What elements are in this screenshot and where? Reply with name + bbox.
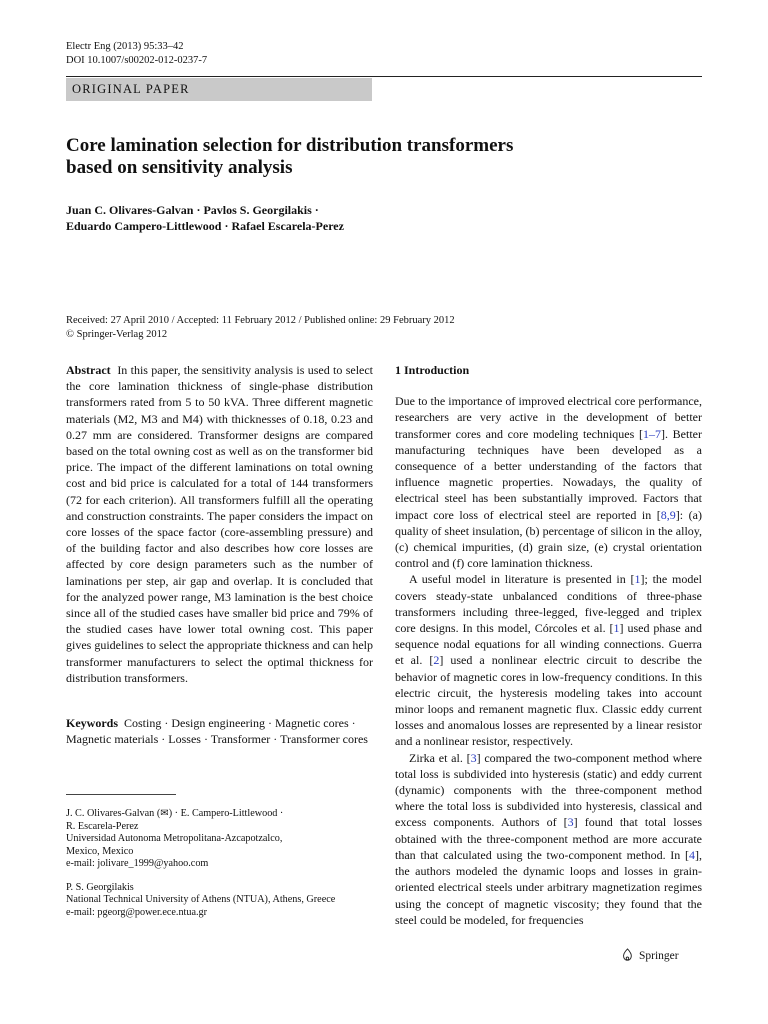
citation-link[interactable]: 3	[470, 750, 477, 765]
section-heading: 1 Introduction	[395, 363, 470, 377]
citation-link[interactable]: 1–7	[642, 426, 661, 441]
paragraph: Zirka et al. [3] compared the two-component method where total loss is subdivided into hysteresis (static) and eddy current (dynamic) components with the three-component method where the total loss is subdivided into hysteresis, classical and excess components. Authors of [3] found that total losses obtained with the three-component method are more accurate than that calculated using the two-component method. In [4], the authors modeled the dynamic loops and losses in grain-oriented electrical steels under arbitrary magnetization regimes using the concept of magnetic viscosity; they found that the steel could be modeled, for frequencies	[395, 750, 702, 927]
author-list: Juan C. Olivares-Galvan · Pavlos S. Georgilakis · Eduardo Campero-Littlewood · Rafael Escarela-Perez	[66, 203, 344, 233]
publisher-footer	[620, 948, 679, 963]
journal-citation: Electr Eng (2013) 95:33–42	[66, 41, 184, 52]
email-link: e-mail: pgeorg@power.ece.ntua.gr	[66, 906, 208, 918]
citation-link[interactable]: 1	[634, 572, 641, 587]
email-link: e-mail: jolivare_1999@yahoo.com	[66, 858, 209, 869]
introduction-section	[395, 362, 702, 928]
keywords-label: Keywords	[66, 716, 118, 730]
keywords	[66, 715, 373, 747]
citation-link[interactable]: 4	[689, 847, 695, 862]
footnote-rule	[66, 794, 176, 795]
article-type-badge: ORIGINAL PAPER	[66, 78, 372, 101]
citation-link[interactable]: 2	[433, 653, 440, 668]
abstract-label: Abstract	[66, 363, 111, 377]
keywords-text: Costing · Design engineering · Magnetic cores · Magnetic materials · Losses · Transformer · Transformer cores	[66, 716, 368, 747]
doi: DOI 10.1007/s00202-012-0237-7	[66, 55, 208, 66]
paper-title: Core lamination selection for distribution transformers based on sensitivity analysis	[66, 135, 514, 178]
citation-link[interactable]: 1	[613, 621, 620, 636]
paragraph: A useful model in literature is presented in [1]; the model covers steady-state unbalanced conditions of three-phase transformers including three-legged, five-legged and triplex core designs. In this model, Córcoles et al. [1] used phase and sequence nodal equations for all winding connections. Guerra et al. [2] used a nonlinear electric circuit to describe the behavior of magnetic cores in low-frequency conditions. In this electric circuit, the hysteresis modeling takes into account minor loops and remanent magnetic flux. Classic eddy current losses and anomalous losses are represented by a linear resistor and a nonlinear resistor, respectively.	[395, 572, 703, 749]
header-rule	[66, 76, 702, 77]
citation-link[interactable]: 3	[567, 815, 574, 830]
publisher-name: Springer	[639, 949, 679, 962]
springer-logo-icon	[620, 948, 635, 963]
publication-dates: Received: 27 April 2010 / Accepted: 11 February 2012 / Published online: 29 February 2012 © Springer-Verlag 2012	[66, 315, 455, 340]
paragraph: Due to the importance of improved electrical core performance, researchers are very active in the development of better transformer cores and core modeling techniques [1–7]. Better manufacturing techniques have been developed as a consequence of a better understanding of the factors that influence magnetic properties. Nowadays, the quality of electrical steel has been substantially improved. Factors that impact core loss of electrical steel are reported in [8,9]: (a) quality of sheet insulation, (b) percentage of silicon in the alloy, (c) chemical impurities, (d) grain size, (e) crystal orientation control and (f) core lamination thickness.	[395, 394, 702, 571]
abstract-text: In this paper, the sensitivity analysis is used to select the core lamination thickness of single-phase distribution transformers rated from 5 to 50 kVA. Three different magnetic materials (M2, M3 and M4) with thicknesses of 0.18, 0.23 and 0.27 mm are considered. Transformer designs are compared based on the total owning cost as well as on the transformer bid price. The impact of the different laminations on total owning cost and bid price is calculated for a total of 144 transformers (72 for each criterion). All transformers fulfill all the operating and construction constraints. The paper considers the impact on core losses of the space factor (core-assembling pressure) and of the building factor and also describes how core losses are affected by core design parameters such as the number of laminations per step, air gap and overlap. It is concluded that for the analyzed power range, M3 lamination is the best choice since all of the studied cases have smaller bid price and 79% of the studied cases have lower total owning cost. This paper gives guidelines to select the appropriate thickness and can help transformer manufacturers to select the optimal thickness for distribution transformers.	[66, 363, 374, 685]
affiliations: J. C. Olivares-Galvan (✉) · E. Campero-Littlewood · R. Escarela-Perez Universidad Autonoma Metropolitana-Azcapotzalco, Mexico, Mexico e-mail: jolivare_1999@yahoo.com P. S. Georgilakis National Technical University of Athens (NTUA), Athens, Greece e-mail: pgeorg@power.ece.ntua.gr	[66, 808, 336, 918]
abstract	[66, 362, 373, 686]
citation-link[interactable]: 8,9	[660, 507, 676, 522]
